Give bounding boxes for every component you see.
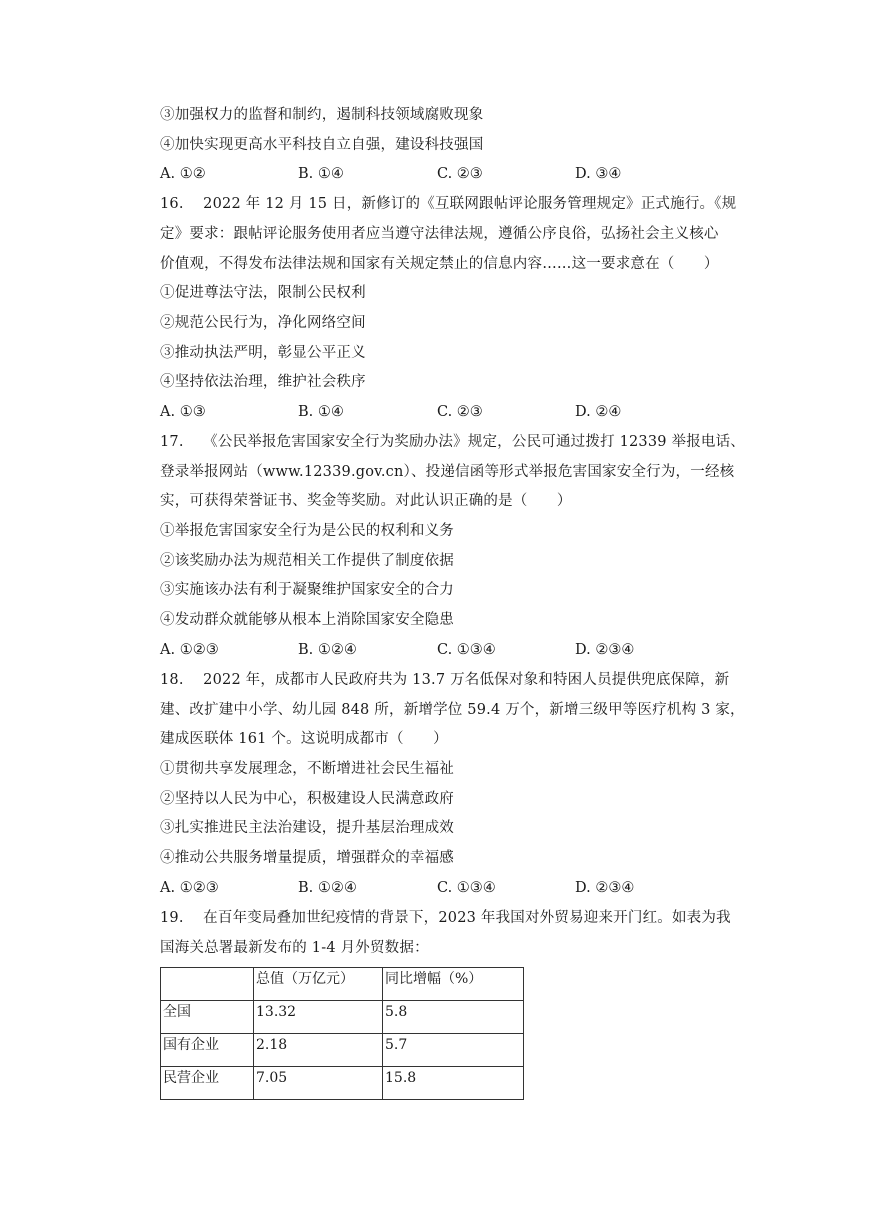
q18-item-4: ④推动公共服务增量提质，增强群众的幸福感 (160, 850, 454, 866)
q17-item-3: ③实施该办法有利于凝聚维护国家安全的合力 (160, 582, 454, 598)
q16-option-b[interactable]: B. ①④ (298, 404, 344, 420)
table-row (161, 1067, 524, 1100)
q17-item-1: ①举报危害国家安全行为是公民的权利和义务 (160, 523, 454, 539)
table-cell: 5.8 (383, 1001, 524, 1034)
table-header-cell (161, 968, 254, 1001)
q15-item-3: ③加强权力的监督和制约，遏制科技领域腐败现象 (160, 107, 484, 123)
q15-option-a[interactable]: A. ①② (160, 166, 206, 182)
q16-option-d[interactable]: D. ②④ (575, 404, 622, 420)
q16-stem-line-2: 定》要求：跟帖评论服务使用者应当遵守法律法规，遵循公序良俗，弘扬社会主义核心 (160, 226, 719, 242)
q15-option-c[interactable]: C. ②③ (437, 166, 483, 182)
table-cell: 民营企业 (161, 1067, 254, 1100)
q19-stem-line-2: 国海关总署最新发布的 1-4 月外贸数据： (160, 940, 429, 956)
table-cell: 13.32 (254, 1001, 383, 1034)
q18-item-3: ③扎实推进民主法治建设，提升基层治理成效 (160, 820, 454, 836)
table-header-row (161, 968, 524, 1001)
q16-item-3: ③推动执法严明，彰显公平正义 (160, 345, 366, 361)
q17-stem-line-1: 17. 《公民举报危害国家安全行为奖励办法》规定，公民可通过拨打 12339 举报电话、 (160, 434, 746, 450)
q17-option-c[interactable]: C. ①③④ (437, 642, 496, 658)
table-cell: 5.7 (383, 1034, 524, 1067)
table-row (161, 1034, 524, 1067)
q17-option-a[interactable]: A. ①②③ (160, 642, 219, 658)
q18-item-2: ②坚持以人民为中心，积极建设人民满意政府 (160, 791, 454, 807)
q18-item-1: ①贯彻共享发展理念，不断增进社会民生福祉 (160, 761, 454, 777)
q18-option-a[interactable]: A. ①②③ (160, 880, 219, 896)
q18-option-c[interactable]: C. ①③④ (437, 880, 496, 896)
table-cell: 全国 (161, 1001, 254, 1034)
trade-data-table (160, 967, 524, 1100)
q18-stem-line-3: 建成医联体 161 个。这说明成都市（ ） (160, 731, 448, 747)
q17-option-d[interactable]: D. ②③④ (575, 642, 635, 658)
q15-option-b[interactable]: B. ①④ (298, 166, 344, 182)
q17-option-b[interactable]: B. ①②④ (298, 642, 357, 658)
q16-item-1: ①促进尊法守法，限制公民权利 (160, 285, 366, 301)
q18-option-b[interactable]: B. ①②④ (298, 880, 357, 896)
table-cell: 2.18 (254, 1034, 383, 1067)
q16-item-2: ②规范公民行为，净化网络空间 (160, 315, 366, 331)
q18-option-d[interactable]: D. ②③④ (575, 880, 635, 896)
q18-stem-line-2: 建、改扩建中小学、幼儿园 848 所，新增学位 59.4 万个，新增三级甲等医疗机构 3 家， (160, 702, 745, 718)
q15-item-4: ④加快实现更高水平科技自立自强，建设科技强国 (160, 137, 484, 153)
table-cell: 15.8 (383, 1067, 524, 1100)
table-cell: 7.05 (254, 1067, 383, 1100)
q18-stem-line-1: 18. 2022 年，成都市人民政府共为 13.7 万名低保对象和特困人员提供兜底保障，新 (160, 672, 730, 688)
table-header-cell: 同比增幅（%） (383, 968, 524, 1001)
q16-stem-line-3: 价值观，不得发布法律法规和国家有关规定禁止的信息内容……这一要求意在（ ） (160, 256, 719, 272)
q15-option-d[interactable]: D. ③④ (575, 166, 622, 182)
table-cell: 国有企业 (161, 1034, 254, 1067)
q16-option-a[interactable]: A. ①③ (160, 404, 206, 420)
q16-stem-line-1: 16. 2022 年 12 月 15 日，新修订的《互联网跟帖评论服务管理规定》正式施行。《规 (160, 196, 737, 212)
q17-item-4: ④发动群众就能够从根本上消除国家安全隐患 (160, 612, 454, 628)
q16-item-4: ④坚持依法治理，维护社会秩序 (160, 374, 366, 390)
q19-stem-line-1: 19. 在百年变局叠加世纪疫情的背景下，2023 年我国对外贸易迎来开门红。如表为我 (160, 910, 731, 926)
q17-item-2: ②该奖励办法为规范相关工作提供了制度依据 (160, 553, 454, 569)
q16-option-c[interactable]: C. ②③ (437, 404, 483, 420)
q17-stem-line-3: 实，可获得荣誉证书、奖金等奖励。对此认识正确的是（ ） (160, 493, 572, 509)
table-row (161, 1001, 524, 1034)
q17-stem-line-2: 登录举报网站（www.12339.gov.cn）、投递信函等形式举报危害国家安全行为，一经核 (160, 464, 735, 480)
table-header-cell: 总值（万亿元） (254, 968, 383, 1001)
